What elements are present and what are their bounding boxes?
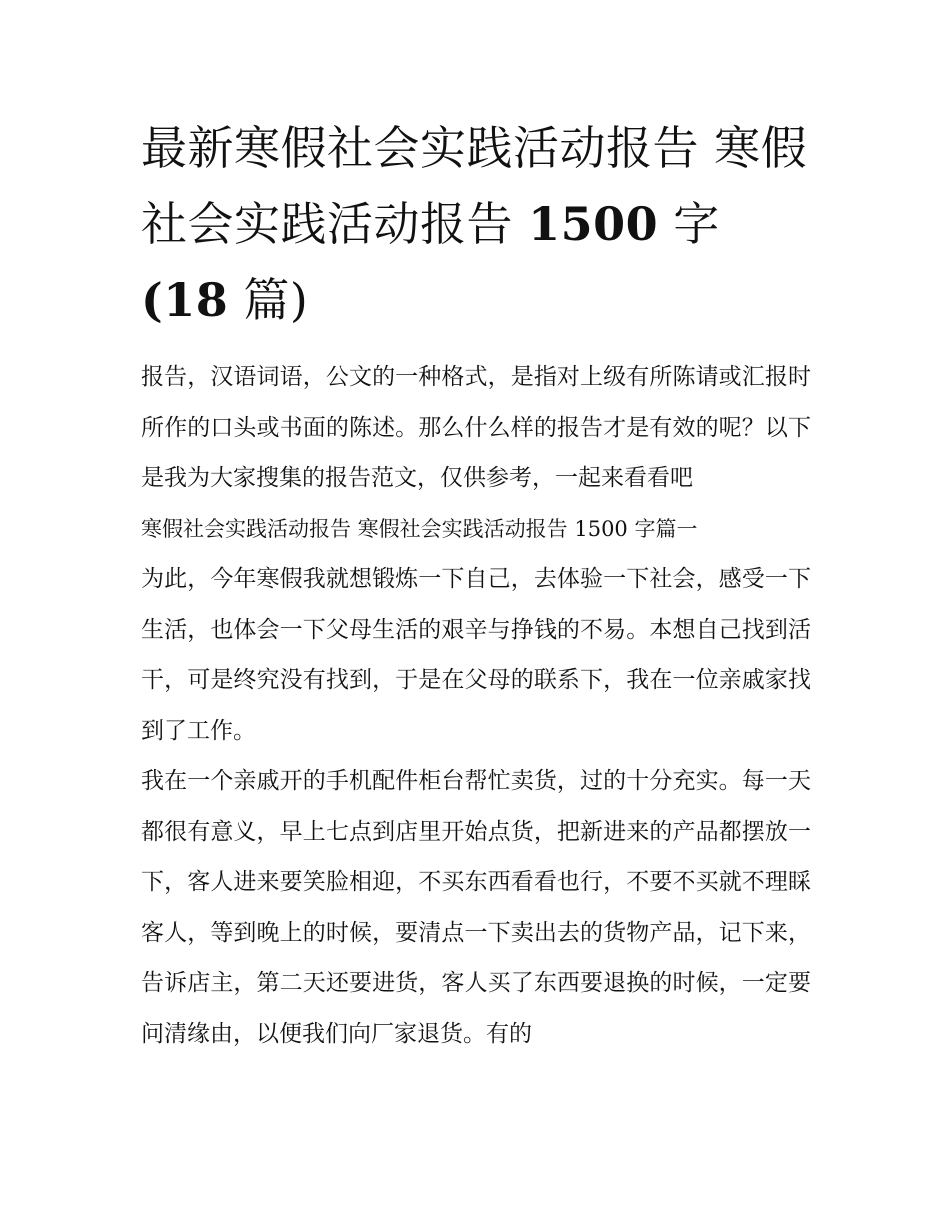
body-paragraph-2: 我在一个亲戚开的手机配件柜台帮忙卖货，过的十分充实。每一天都很有意义，早上七点到店里开始点货，把新进来的产品都摆放一下，客人进来要笑脸相迎，不买东西看看也行，不要不买就不理睬客人，等到晚上的时候，要清点一下卖出去的货物产品，记下来，告诉店主，第二天还要进货，客人买了东西要退换的时候，一定要问清缘由，以便我们向厂家退货。有的	[141, 768, 811, 1047]
title-part-2: 字	[673, 197, 720, 251]
title-part-3: (18	[141, 273, 229, 327]
document-page	[141, 110, 811, 1059]
title-number: 1500	[528, 197, 659, 251]
intro-paragraph: 报告，汉语词语，公文的一种格式，是指对上级有所陈请或汇报时所作的口头或书面的陈述。那么什么样的报告才是有效的呢？以下是我为大家搜集的报告范文，仅供参考，一起来看看吧	[141, 364, 811, 491]
document-title	[141, 110, 811, 338]
body-paragraph-1: 为此，今年寒假我就想锻炼一下自己，去体验一下社会，感受一下生活，也体会一下父母生活的艰辛与挣钱的不易。本想自己找到活干，可是终究没有找到，于是在父母的联系下，我在一位亲戚家找到了工作。	[141, 566, 811, 744]
title-part-1: 最新寒假社会实践活动报告 寒假社会实践活动报告	[141, 121, 808, 251]
title-part-4: 篇)	[243, 273, 309, 327]
section-heading: 寒假社会实践活动报告 寒假社会实践活动报告 1500 字篇一	[141, 516, 698, 541]
